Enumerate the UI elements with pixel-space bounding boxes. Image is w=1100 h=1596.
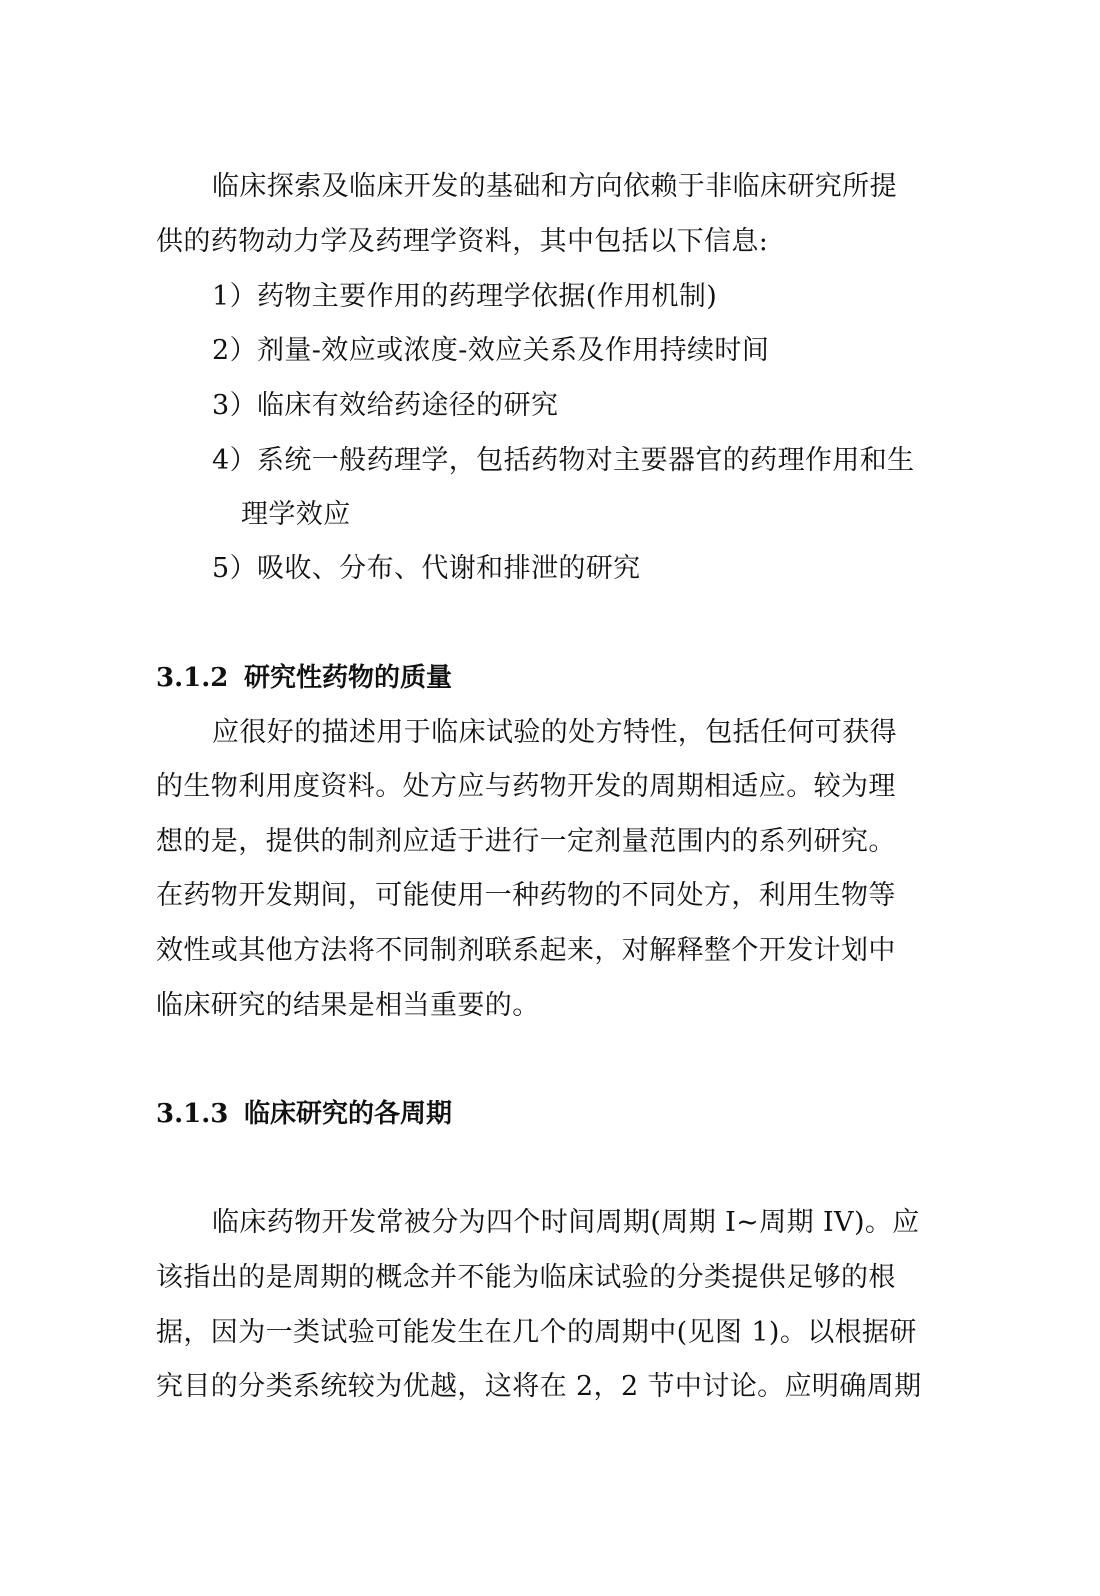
section-312-line-2: 的生物利用度资料。处方应与药物开发的周期相适应。较为理 [156,771,896,802]
list-item-4: 4）系统一般药理学，包括药物对主要器官的药理作用和生 [212,445,915,476]
section-number: 3.1.2 [156,663,229,693]
section-heading-313 [156,1097,452,1131]
section-title: 研究性药物的质量 [244,663,453,693]
list-item-3: 3）临床有效给药途径的研究 [212,390,559,421]
section-312-line-4: 在药物开发期间，可能使用一种药物的不同处方，利用生物等 [156,880,896,911]
intro-line-1: 临床探索及临床开发的基础和方向依赖于非临床研究所提 [212,171,897,202]
section-heading-312 [156,661,452,695]
section-313-line-4: 究目的分类系统较为优越，这将在 2，2 节中讨论。应明确周期 [156,1371,922,1402]
section-312-line-3: 想的是，提供的制剂应适于进行一定剂量范围内的系列研究。 [156,826,896,857]
list-item-1: 1）药物主要作用的药理学依据(作用机制) [212,281,718,312]
section-312-line-5: 效性或其他方法将不同制剂联系起来，对解释整个开发计划中 [156,935,896,966]
section-312-line-1: 应很好的描述用于临床试验的处方特性，包括任何可获得 [212,717,897,748]
section-title: 临床研究的各周期 [244,1099,453,1129]
intro-line-2: 供的药物动力学及药理学资料，其中包括以下信息: [156,226,769,257]
list-item-4-continued: 理学效应 [241,499,351,530]
section-313-line-2: 该指出的是周期的概念并不能为临床试验的分类提供足够的根 [156,1262,896,1293]
list-item-2: 2）剂量-效应或浓度-效应关系及作用持续时间 [212,335,770,366]
list-item-5: 5）吸收、分布、代谢和排泄的研究 [212,553,641,584]
section-313-line-1: 临床药物开发常被分为四个时间周期(周期 I~周期 IV)。应 [212,1207,920,1238]
section-number: 3.1.3 [156,1099,229,1129]
section-313-line-3: 据，因为一类试验可能发生在几个的周期中(见图 1)。以根据研 [156,1317,917,1348]
section-312-line-6: 临床研究的结果是相当重要的。 [156,990,540,1021]
